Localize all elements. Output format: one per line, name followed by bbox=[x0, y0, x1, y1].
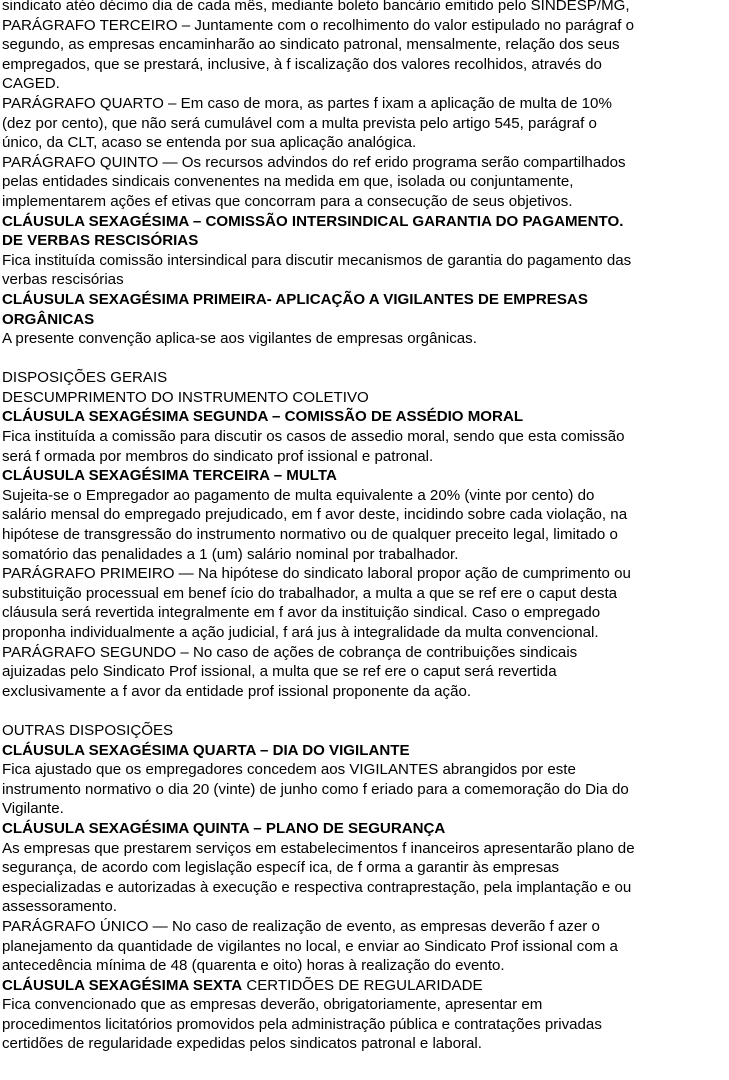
text-line bbox=[2, 603, 727, 623]
body-text: PARÁGRAFO QUINTO — Os recursos advindos do ref erido programa serão compartilhados bbox=[2, 153, 626, 171]
text-line bbox=[2, 623, 727, 643]
blank-line bbox=[2, 349, 727, 369]
clause-heading-line bbox=[2, 976, 727, 996]
body-text: certidões de regularidade expedidas pelos sindicatos patronal e laboral. bbox=[2, 1035, 482, 1053]
text-line bbox=[2, 584, 727, 604]
body-text: DISPOSIÇÕES GERAIS bbox=[2, 369, 168, 387]
text-line bbox=[2, 192, 727, 212]
text-line bbox=[2, 133, 727, 153]
body-text: verbas rescisórias bbox=[2, 271, 124, 289]
body-text: empregados, que se prestará, inclusive, à f iscalização dos valores recolhidos, através do bbox=[2, 55, 602, 73]
body-text: planejamento da quantidade de vigilantes no local, e enviar ao Sindicato Prof issional com a bbox=[2, 937, 618, 955]
body-text: substituição processual em benef ício do trabalhador, a multa a que se ref ere o caput desta bbox=[2, 584, 618, 602]
text-line bbox=[2, 937, 727, 957]
body-text: A presente convenção aplica-se aos vigilantes de empresas orgânicas. bbox=[2, 330, 477, 348]
text-line bbox=[2, 1034, 727, 1054]
heading-text: CLÁUSULA SEXAGÉSIMA QUARTA – DIA DO VIGILANTE bbox=[2, 741, 410, 759]
text-line bbox=[2, 94, 727, 114]
clause-heading-line bbox=[2, 741, 727, 761]
body-text: segurança, de acordo com legislação específ ica, de f orma a garantir às empresas bbox=[2, 859, 560, 877]
heading-text: CLÁUSULA SEXAGÉSIMA – COMISSÃO INTERSINDICAL GARANTIA DO PAGAMENTO. bbox=[2, 212, 624, 230]
body-text: Fica instituída a comissão para discutir os casos de assedio moral, sendo que esta comissão bbox=[2, 428, 625, 446]
body-text: pelas entidades sindicais convenentes na medida em que, isolada ou conjuntamente, bbox=[2, 173, 574, 191]
text-line bbox=[2, 172, 727, 192]
body-text: antecedência mínima de 48 (quarenta e oito) horas à realização do evento. bbox=[2, 957, 505, 975]
text-line bbox=[2, 839, 727, 859]
text-line bbox=[2, 505, 727, 525]
text-line bbox=[2, 251, 727, 271]
body-text: PARÁGRAFO QUARTO – Em caso de mora, as partes f ixam a aplicação de multa de 10% bbox=[2, 94, 612, 112]
blank-line bbox=[2, 701, 727, 721]
body-text: Vigilante. bbox=[2, 800, 64, 818]
body-text: especializadas e autorizadas à execução e respectiva contraprestação, pela implantação e ou bbox=[2, 878, 632, 896]
text-line bbox=[2, 525, 727, 545]
body-text: CAGED. bbox=[2, 75, 60, 93]
text-line bbox=[2, 956, 727, 976]
heading-text: DE VERBAS RESCISÓRIAS bbox=[2, 232, 199, 250]
clause-heading-line bbox=[2, 231, 727, 251]
text-line bbox=[2, 760, 727, 780]
body-text: assessoramento. bbox=[2, 898, 117, 916]
clause-heading-line bbox=[2, 466, 727, 486]
text-line bbox=[2, 388, 727, 408]
body-text: PARÁGRAFO SEGUNDO – No caso de ações de cobrança de contribuições sindicais bbox=[2, 643, 578, 661]
text-line bbox=[2, 486, 727, 506]
body-text: As empresas que prestarem serviços em estabelecimentos f inanceiros apresentarão plano de bbox=[2, 839, 635, 857]
body-text: Fica convencionado que as empresas deverão, obrigatoriamente, apresentar em bbox=[2, 996, 543, 1014]
heading-text: CLÁUSULA SEXAGÉSIMA PRIMEIRA- APLICAÇÃO A VIGILANTES DE EMPRESAS bbox=[2, 290, 588, 308]
body-text: segundo, as empresas encaminharão ao sindicato patronal, mensalmente, relação dos seus bbox=[2, 36, 620, 54]
text-line bbox=[2, 368, 727, 388]
body-text: DESCUMPRIMENTO DO INSTRUMENTO COLETIVO bbox=[2, 388, 369, 406]
body-text: implementarem ações ef etivas que concorram para a consecução de seus objetivos. bbox=[2, 192, 573, 210]
text-line bbox=[2, 564, 727, 584]
heading-text: CLÁUSULA SEXAGÉSIMA SEGUNDA – COMISSÃO DE ASSÉDIO MORAL bbox=[2, 408, 524, 426]
body-text: será f ormada por membros do sindicato prof issional e patronal. bbox=[2, 447, 434, 465]
text-line bbox=[2, 545, 727, 565]
text-line bbox=[2, 897, 727, 917]
text-line bbox=[2, 643, 727, 663]
text-line bbox=[2, 858, 727, 878]
body-text: (dez por cento), que não será cumulável com a multa prevista pelo artigo 545, parágraf o bbox=[2, 114, 597, 132]
text-line bbox=[2, 682, 727, 702]
text-line bbox=[2, 878, 727, 898]
body-text: ajuizadas pelo Sindicato Prof issional, a multa que se ref ere o caput será revertida bbox=[2, 663, 557, 681]
clause-heading-line bbox=[2, 819, 727, 839]
body-text: OUTRAS DISPOSIÇÕES bbox=[2, 721, 174, 739]
body-text: Fica ajustado que os empregadores concedem aos VIGILANTES abrangidos por este bbox=[2, 761, 576, 779]
body-text: somatório das penalidades a 1 (um) salário nominal por trabalhador. bbox=[2, 545, 459, 563]
text-line bbox=[2, 721, 727, 741]
body-text: hipótese de transgressão do instrumento normativo ou de qualquer preceito legal, limitado o bbox=[2, 526, 618, 544]
body-text: exclusivamente a f avor da entidade prof issional proponente da ação. bbox=[2, 682, 472, 700]
clause-heading-line bbox=[2, 212, 727, 232]
heading-tail-text: CERTIDÕES DE REGULARIDADE bbox=[242, 976, 483, 994]
text-line bbox=[2, 55, 727, 75]
body-text: PARÁGRAFO ÚNICO — No caso de realização de evento, as empresas deverão f azer o bbox=[2, 917, 600, 935]
heading-text: CLÁUSULA SEXAGÉSIMA QUINTA – PLANO DE SEGURANÇA bbox=[2, 819, 446, 837]
body-text: instrumento normativo o dia 20 (vinte) de junho como f eriado para a comemoração do Dia do bbox=[2, 780, 629, 798]
body-text: proponha individualmente a ação judicial, f ará jus à integralidade da multa convencional. bbox=[2, 624, 599, 641]
body-text: salário mensal do empregado prejudicado, em f avor deste, incidindo sobre cada violação, na bbox=[2, 506, 628, 524]
heading-text: CLÁUSULA SEXAGÉSIMA SEXTA bbox=[2, 976, 243, 994]
body-text: sindicato atéo décimo dia de cada mês, mediante boleto bancário emitido pelo SINDESP/MG, bbox=[2, 0, 630, 14]
text-line bbox=[2, 35, 727, 55]
text-line bbox=[2, 74, 727, 94]
body-text: único, da CLT, acaso se entenda por sua aplicação analógica. bbox=[2, 134, 417, 152]
text-line bbox=[2, 662, 727, 682]
text-line bbox=[2, 329, 727, 349]
clause-heading-line bbox=[2, 310, 727, 330]
text-line bbox=[2, 447, 727, 467]
body-text: PARÁGRAFO PRIMEIRO — Na hipótese do sindicato laboral propor ação de cumprimento ou bbox=[2, 565, 631, 583]
text-line bbox=[2, 0, 727, 16]
text-line bbox=[2, 114, 727, 134]
text-line bbox=[2, 16, 727, 36]
body-text: Sujeita-se o Empregador ao pagamento de multa equivalente a 20% (vinte por cento) do bbox=[2, 486, 595, 504]
heading-text: CLÁUSULA SEXAGÉSIMA TERCEIRA – MULTA bbox=[2, 467, 337, 485]
clause-heading-line bbox=[2, 290, 727, 310]
clause-heading-line bbox=[2, 407, 727, 427]
body-text: cláusula será revertida integralmente em f avor da instituição sindical. Caso o empregado bbox=[2, 604, 601, 622]
text-line bbox=[2, 995, 727, 1015]
text-line bbox=[2, 917, 727, 937]
text-line bbox=[2, 780, 727, 800]
body-text: PARÁGRAFO TERCEIRO – Juntamente com o recolhimento do valor estipulado no parágraf o bbox=[2, 16, 634, 34]
body-text: procedimentos licitatórios promovidos pela administração pública e contratações privadas bbox=[2, 1015, 602, 1033]
text-line bbox=[2, 153, 727, 173]
text-line bbox=[2, 799, 727, 819]
text-line bbox=[2, 270, 727, 290]
text-line bbox=[2, 427, 727, 447]
heading-text: ORGÂNICAS bbox=[2, 310, 95, 328]
text-line bbox=[2, 1015, 727, 1035]
body-text: Fica instituída comissão intersindical para discutir mecanismos de garantia do pagamento das bbox=[2, 251, 632, 269]
